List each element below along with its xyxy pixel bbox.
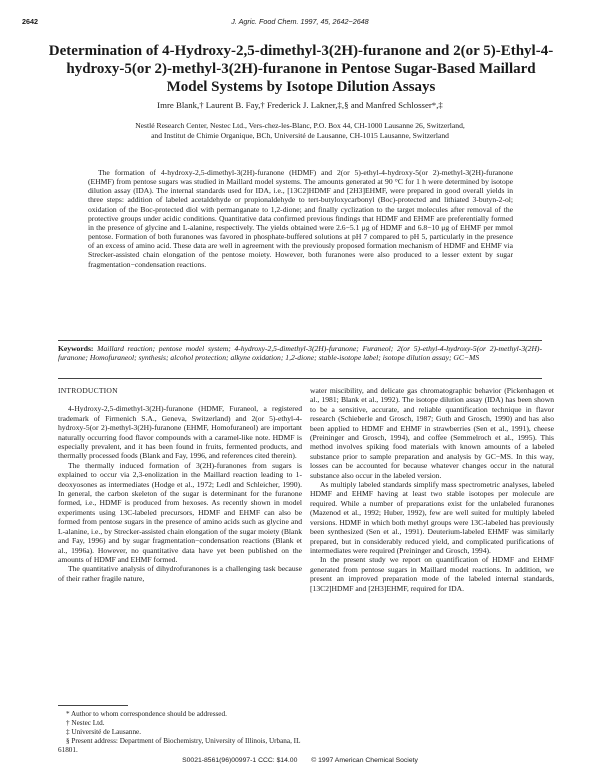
keywords	[58, 344, 542, 362]
keywords-top-rule	[58, 340, 542, 341]
affiliation	[40, 121, 560, 141]
intro-paragraph-3-cont: water miscibility, and delicate gas chromatographic behavior (Pickenhagen et al., 1981; Blank et al., 1992). The isotope dilution assay (IDA) has been shown to be a sensitive, accurate, and reliable quantification technique in flavor research (Schieberle and Grosch, 1987; Guth and Grosch, 1990) and has also been applied to HDMF and EHMF in strawberries (Sen et al., 1991), cheese (Preininger and Grosch, 1994), and coffee (Semmelroch et al., 1995). This method involves spiking food materials with known amounts of a labeled substance prior to sample preparation and analysis by GC−MS. In this way, losses can be accounted for because whatever changes occur in the natural substance also occur in the labeled version.	[310, 386, 554, 480]
copyright: © 1997 American Chemical Society	[311, 757, 418, 764]
introduction-heading: INTRODUCTION	[58, 386, 118, 395]
bottom-line	[0, 757, 600, 764]
left-column	[58, 386, 302, 583]
intro-paragraph-3: The quantitative analysis of dihydrofuranones is a challenging task because of their rather fragile nature,	[58, 564, 302, 583]
intro-paragraph-4: As multiply labeled standards simplify mass spectrometric analyses, labeled HDMF and EHMF having at least two stable isotopes per molecule are required. While a number of preparations exist for the unlabeled furanones (Mazenod et al., 1992; Huber, 1992), few are well suited for multiply labeled versions. HDMF in which both methyl groups were 13C-labeled has previously been synthesized (Sen et al., 1991). Deuterium-labeled EHMF was similarly prepared, but in considerably reduced yield, and complicated purifications of intermediates were required (Preininger and Grosch, 1994).	[310, 480, 554, 555]
journal-citation: J. Agric. Food Chem. 1997, 45, 2642−2648	[231, 17, 369, 26]
footnote-present-address: § Present address: Department of Biochemistry, University of Illinois, Urbana, IL 61801.	[58, 737, 301, 754]
affiliation-line-2: and Institut de Chimie Organique, BCh, Université de Lausanne, CH-1015 Lausanne, Switzerland	[151, 131, 449, 140]
footnote-nestec: † Nestec Ltd.	[66, 719, 105, 727]
page-number: 2642	[22, 17, 38, 26]
affiliation-line-1: Nestlé Research Center, Nestec Ltd., Vers-chez-les-Blanc, P.O. Box 44, CH-1000 Lausanne 26, Switzerland,	[135, 121, 465, 130]
keywords-label: Keywords:	[58, 344, 94, 353]
intro-paragraph-2: The thermally induced formation of 3(2H)-furanones from sugars is explained to occur via 2,3-enolization in the Maillard reaction leading to 1-deoxyosones as intermediates (Hodge et al., 1972; Ledl and Schleicher, 1990). In general, the carbon skeleton of the sugar is determinant for the furanone formed, i.e., HDMF is produced from hexoses. As recently shown in model experiments using 13C-labeled precursors, HDMF and EHMF can also be formed from pentose sugars in the presence of amino acids such as glycine and L-alanine, i.e., by Strecker-assisted chain elongation of the sugar moiety (Blank and Fay, 1996) and by sugar fragmentation−condensation reactions (Blank et al., 1996a). However, no quantitative data have yet been published on the amounts of HDMF and EHMF formed.	[58, 460, 302, 564]
right-column	[310, 386, 554, 593]
intro-paragraph-5: In the present study we report on quantification of HDMF and EHMF generated from pentose sugars in Maillard model reactions. In addition, we present an improved preparation mode of the labeled internal standards, [13C2]HDMF and [2H3]EHMF, required for IDA.	[310, 555, 554, 593]
intro-paragraph-1: 4-Hydroxy-2,5-dimethyl-3(2H)-furanone (HDMF, Furaneol, a registered trademark of Firmenich S.A., Geneva, Switzerland) and 2(or 5)-ethyl-4-hydroxy-5(or 2)-methyl-3(2H)-furanone (EHMF, Homofuraneol) are important naturally occurring food flavor compounds with a caramel-like note. HDMF is especially prevalent, and it has been found in fruits, fermented products, and thermally processed foods (Blank and Fay, 1996, and references cited therein).	[58, 404, 302, 461]
article-code: S0021-8561(96)00997-1 CCC: $14.00	[182, 757, 298, 764]
keywords-text: Maillard reaction; pentose model system; 4-hydroxy-2,5-dimethyl-3(2H)-furanone; Furaneol; 2(or 5)-ethyl-4-hydroxy-5(or 2)-methyl-3(2H)-furanone; Homofuraneol; synthesis; alcohol protection; alkyne oxidation; 1,2-dione; stable-isotope label; isotope dilution assay; GC−MS	[58, 344, 542, 363]
article-title: Determination of 4-Hydroxy-2,5-dimethyl-3(2H)-furanone and 2(or 5)-Ethyl-4-hydroxy-5(or 2)-methyl-3(2H)-furanone in Pentose Sugar-Based Maillard Model Systems by Isotope Dilution Assays	[48, 43, 554, 95]
footnote-lausanne: ‡ Université de Lausanne.	[66, 728, 142, 736]
author-list: Imre Blank,† Laurent B. Fay,† Frederick J. Lakner,‡,§ and Manfred Schlosser*,‡	[157, 100, 443, 110]
footnote-rule	[58, 705, 128, 706]
footnote-corresponding: * Author to whom correspondence should be addressed.	[66, 710, 227, 718]
abstract: The formation of 4-hydroxy-2,5-dimethyl-3(2H)-furanone (HDMF) and 2(or 5)-ethyl-4-hydroxy-5(or 2)-methyl-3(2H)-furanone (EHMF) from pentose sugars was studied in Maillard model systems. The amounts generated at 90 °C for 1 h were determined by isotope dilution assay (IDA). The internal standards used for IDA, i.e., [13C2]HDMF and [2H3]EHMF, were prepared in good overall yields in three steps: addition of labeled acetaldehyde or propionaldehyde to tert-butyloxycarbonyl (Boc)-protected and lithiated 3-butyn-2-ol; oxidation of the Boc-protected diol with permanganate to 1,2-dione; and finally cyclization to the target molecules after removal of the protective groups under acidic conditions. Quantitative data confirmed previous findings that HDMF and EHMF are preferentially formed in the presence of glycine and L-alanine, respectively. The yields obtained were 2.6−5.1 μg of HDMF and 6.8−10 μg of EHMF per mmol pentose. Formation of both furanones was favored in phosphate-buffered solutions at pH 7 compared to pH 5, particularly in the presence of an excess of amino acid. These data are well in agreement with the previously proposed formation mechanism of HDMF and EHMF via Strecker-assisted chain elongation of the pentose moiety. However, both furanones were also produced to a lesser extent by sugar fragmentation−condensation reactions.	[88, 168, 513, 269]
footnotes	[58, 710, 302, 755]
keywords-bottom-rule	[58, 378, 542, 379]
running-head	[22, 17, 578, 29]
